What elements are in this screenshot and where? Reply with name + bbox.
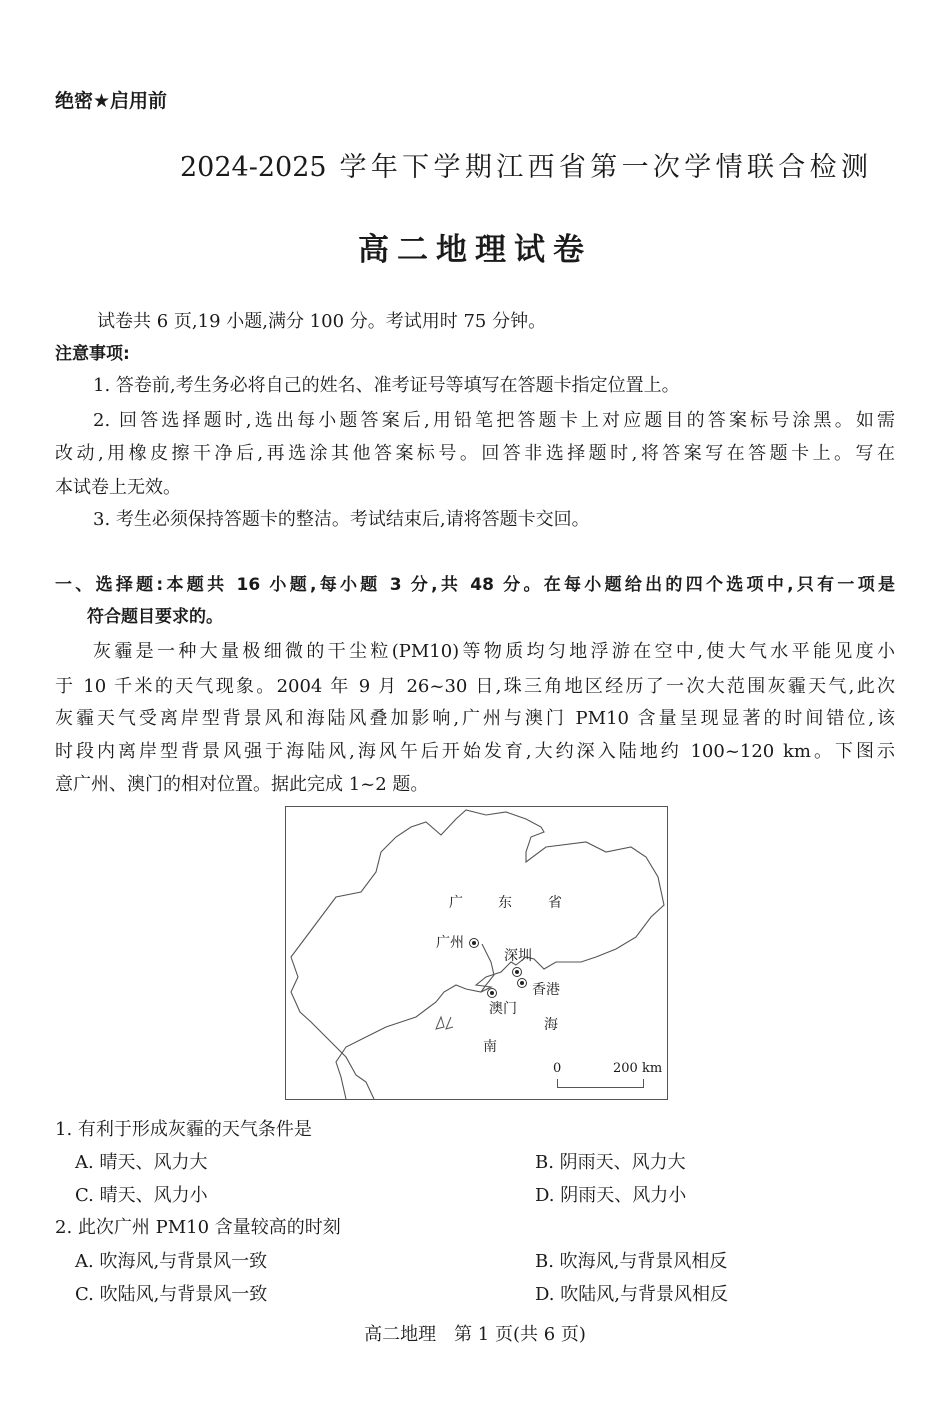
city-label-guangzhou: 广州 <box>436 935 464 951</box>
question-option: D. 吹陆风,与背景风相反 <box>535 1284 728 1305</box>
question-option: B. 吹海风,与背景风相反 <box>535 1251 728 1272</box>
sea-label-char: 海 <box>544 1017 558 1033</box>
scale-zero: 0 <box>553 1061 562 1076</box>
notice-item: 改动,用橡皮擦干净后,再选涂其他答案标号。回答非选择题时,将答案写在答题卡上。写在 <box>55 443 895 464</box>
city-marker-icon <box>487 988 497 998</box>
question-option: D. 阴雨天、风力小 <box>535 1185 687 1206</box>
province-label-char: 省 <box>548 895 562 911</box>
question-option: B. 阴雨天、风力大 <box>535 1152 686 1173</box>
notice-item: 2. 回答选择题时,选出每小题答案后,用铅笔把答题卡上对应题目的答案标号涂黑。如需 <box>93 410 895 431</box>
passage-line: 灰霾天气受离岸型背景风和海陆风叠加影响,广州与澳门 PM10 含量呈现显著的时间错位,该 <box>55 708 895 729</box>
guangdong-map <box>285 806 668 1100</box>
notice-item: 3. 考生必须保持答题卡的整洁。考试结束后,请将答题卡交回。 <box>93 509 590 530</box>
coastline-outline <box>286 807 669 1101</box>
section-header-cont: 符合题目要求的。 <box>87 607 223 627</box>
city-label-hongkong: 香港 <box>532 982 560 998</box>
confidential-label: 绝密★启用前 <box>55 90 168 112</box>
sea-label-char: 南 <box>483 1039 497 1055</box>
notice-item: 1. 答卷前,考生务必将自己的姓名、准考证号等填写在答题卡指定位置上。 <box>93 375 680 396</box>
question-stem: 2. 此次广州 PM10 含量较高的时刻 <box>55 1217 341 1238</box>
exam-title: 2024-2025 学年下学期江西省第一次学情联合检测 <box>180 152 868 183</box>
passage-line: 于 10 千米的天气现象。2004 年 9 月 26~30 日,珠三角地区经历了一次大范围灰霾天气,此次 <box>55 676 895 697</box>
passage-line: 灰霾是一种大量极细微的干尘粒(PM10)等物质均匀地浮游在空中,使大气水平能见度小 <box>93 641 895 662</box>
question-option: C. 吹陆风,与背景风一致 <box>75 1284 268 1305</box>
city-marker-icon <box>469 938 479 948</box>
question-stem: 1. 有利于形成灰霾的天气条件是 <box>55 1119 312 1140</box>
notice-label: 注意事项: <box>55 344 130 364</box>
question-option: C. 晴天、风力小 <box>75 1185 208 1206</box>
province-label-char: 广 <box>449 895 463 911</box>
subject-title: 高二地理试卷 <box>358 232 592 268</box>
notice-item: 本试卷上无效。 <box>55 477 181 498</box>
section-header: 一、选择题:本题共 16 小题,每小题 3 分,共 48 分。在每小题给出的四个选项中,只有一项是 <box>55 575 895 595</box>
scale-max: 200 km <box>613 1061 663 1076</box>
exam-info: 试卷共 6 页,19 小题,满分 100 分。考试用时 75 分钟。 <box>97 311 547 332</box>
province-label-char: 东 <box>498 895 512 911</box>
question-option: A. 吹海风,与背景风一致 <box>75 1251 268 1272</box>
question-option: A. 晴天、风力大 <box>75 1152 208 1173</box>
scale-bar <box>557 1079 644 1088</box>
passage-line: 时段内离岸型背景风强于海陆风,海风午后开始发育,大约深入陆地约 100~120 km。下图示 <box>55 741 895 762</box>
city-marker-icon <box>517 978 527 988</box>
page-footer: 高二地理 第 1 页(共 6 页) <box>364 1324 586 1345</box>
city-marker-icon <box>512 967 522 977</box>
city-label-shenzhen: 深圳 <box>504 948 532 964</box>
city-label-macau: 澳门 <box>489 1001 517 1017</box>
passage-line: 意广州、澳门的相对位置。据此完成 1~2 题。 <box>55 774 429 795</box>
